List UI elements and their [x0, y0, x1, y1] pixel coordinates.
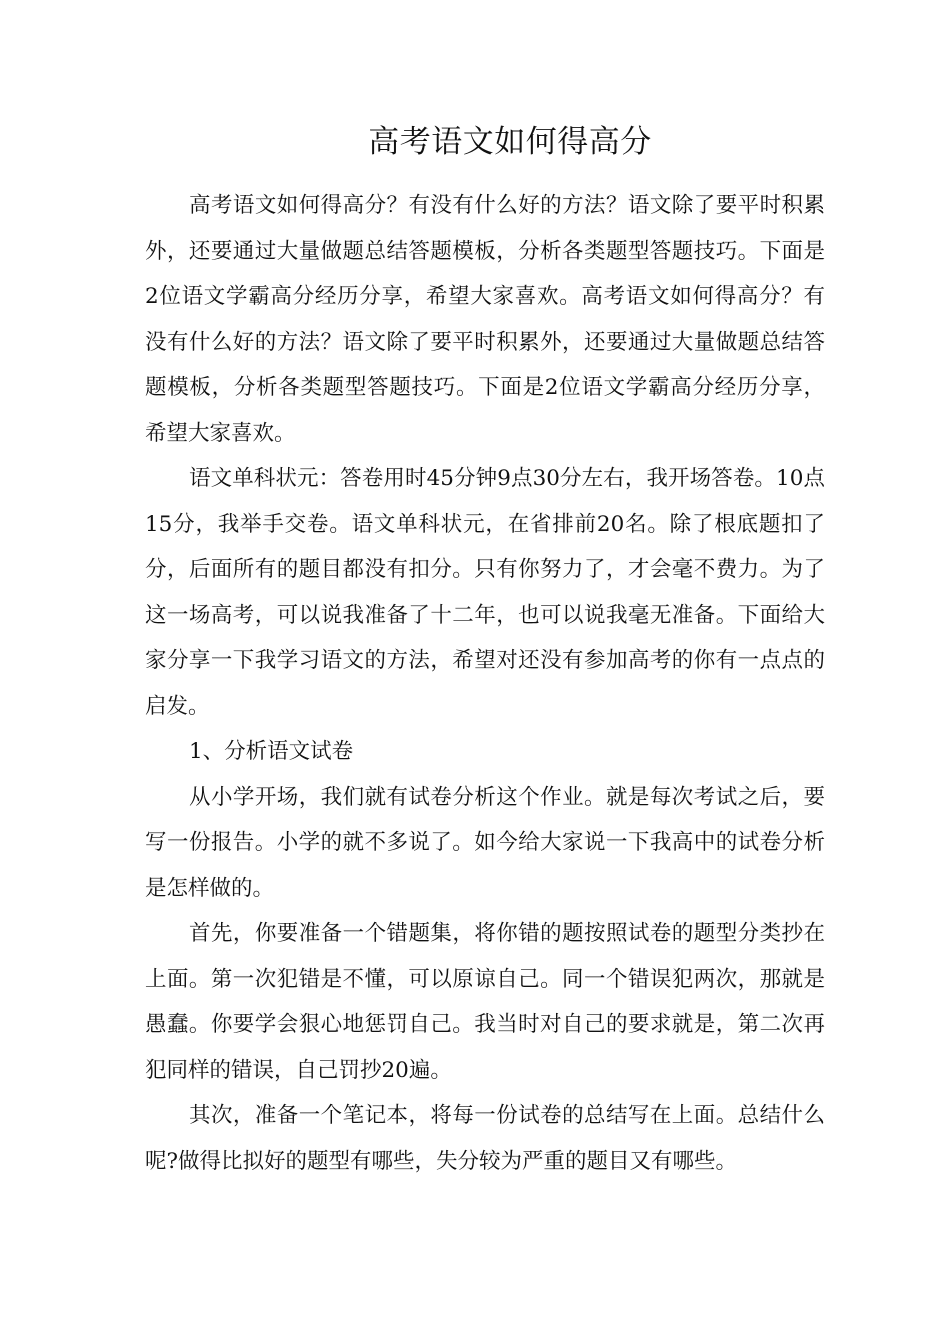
document-title: 高考语文如何得高分 [368, 124, 652, 160]
document-body [145, 183, 825, 1184]
paragraph-intro: 高考语文如何得高分？有没有什么好的方法？语文除了要平时积累外，还要通过大量做题总结答题模板，分析各类题型答题技巧。下面是2位语文学霸高分经历分享，希望大家喜欢。高考语文如何得高分？有没有什么好的方法？语文除了要平时积累外，还要通过大量做题总结答题模板，分析各类题型答题技巧。下面是2位语文学霸高分经历分享，希望大家喜欢。 [145, 193, 825, 446]
title-block [0, 118, 950, 168]
paragraph-champion: 语文单科状元：答卷用时45分钟9点30分左右，我开场答卷。10点15分，我举手交卷。语文单科状元，在省排前20名。除了根底题扣了分，后面所有的题目都没有扣分。只有你努力了，才会毫不费力。为了这一场高考，可以说我准备了十二年，也可以说我毫无准备。下面给大家分享一下我学习语文的方法，希望对还没有参加高考的你有一点点的启发。 [145, 466, 825, 719]
paragraph-first: 首先，你要准备一个错题集，将你错的题按照试卷的题型分类抄在上面。第一次犯错是不懂，可以原谅自己。同一个错误犯两次，那就是愚蠢。你要学会狠心地惩罚自己。我当时对自己的要求就是，第二次再犯同样的错误，自己罚抄20遍。 [145, 921, 825, 1083]
paragraph-analysis: 从小学开场，我们就有试卷分析这个作业。就是每次考试之后，要写一份报告。小学的就不多说了。如今给大家说一下我高中的试卷分析是怎样做的。 [145, 784, 825, 901]
paragraph-second: 其次，准备一个笔记本，将每一份试卷的总结写在上面。总结什么呢?做得比拟好的题型有哪些，失分较为严重的题目又有哪些。 [145, 1103, 825, 1174]
section-heading: 1、分析语文试卷 [189, 739, 354, 764]
